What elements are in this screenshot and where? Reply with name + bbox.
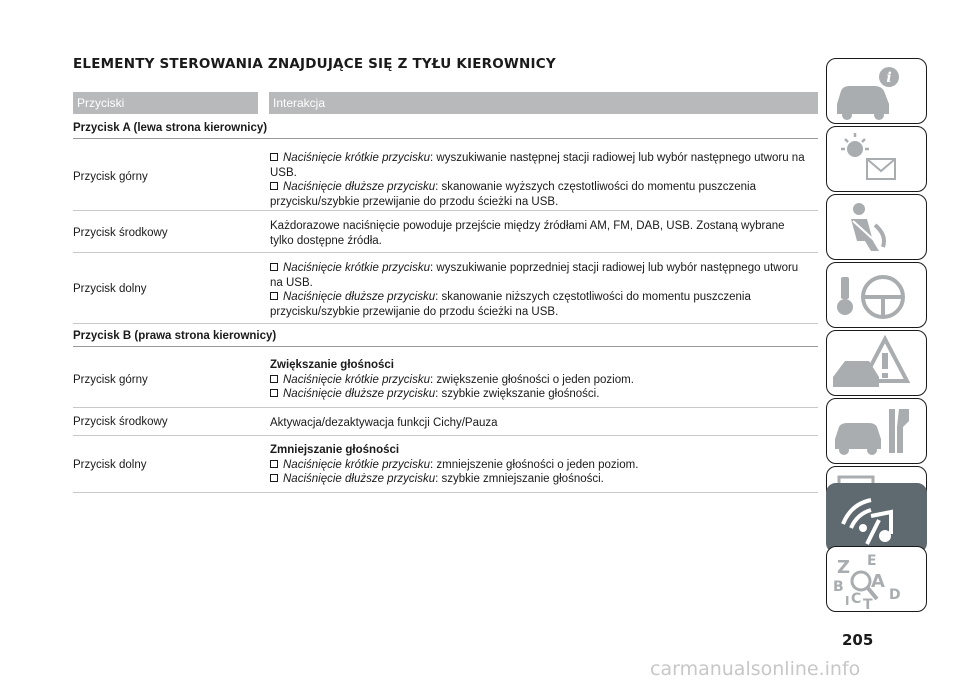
sidebar-item-maintenance[interactable] bbox=[826, 398, 927, 464]
car-maintenance-icon bbox=[827, 399, 928, 465]
table-row bbox=[73, 143, 818, 211]
key-steering-icon bbox=[827, 263, 928, 329]
checkbox-bullet-icon bbox=[270, 292, 278, 300]
checkbox-bullet-icon bbox=[270, 460, 278, 468]
row-label: Przycisk środkowy bbox=[73, 416, 168, 428]
row-content: Naciśnięcie krótkie przycisku: wyszukiwanie poprzedniej stacji radiowej lub wybór następnego utworu na USB. Naciśnięcie dłuższe przycisku: skanowanie niższych częstotliwości do momentu puszczenia przycisku/szybkie przewijanie do przodu ścieżki na USB. bbox=[270, 262, 799, 318]
svg-text:I: I bbox=[845, 594, 850, 608]
warning-lights-icon bbox=[827, 127, 928, 193]
sidebar-item-warning-lights[interactable] bbox=[826, 126, 927, 192]
header-col-buttons: Przyciski bbox=[77, 96, 125, 110]
checkbox-bullet-icon bbox=[270, 375, 278, 383]
checkbox-bullet-icon bbox=[270, 153, 278, 161]
table-row bbox=[73, 351, 818, 408]
sidebar-item-emergency[interactable] bbox=[826, 330, 927, 396]
row-label: Przycisk środkowy bbox=[73, 227, 168, 239]
page-number: 205 bbox=[842, 631, 874, 649]
row-label: Przycisk górny bbox=[73, 374, 148, 386]
page-title: ELEMENTY STEROWANIA ZNAJDUJĄCE SIĘ Z TYŁU KIEROWNICY bbox=[73, 56, 556, 72]
row-heading: Zwiększanie głośności bbox=[270, 359, 394, 371]
checkbox-bullet-icon bbox=[270, 182, 278, 190]
row-label: Przycisk dolny bbox=[73, 283, 147, 295]
sidebar-item-multimedia[interactable] bbox=[826, 483, 927, 553]
svg-text:D: D bbox=[889, 587, 901, 603]
multimedia-icon bbox=[827, 484, 928, 554]
svg-text:C: C bbox=[851, 591, 862, 607]
table-row bbox=[73, 211, 818, 253]
row-heading: Zmniejszanie głośności bbox=[270, 444, 400, 456]
section-title-b: Przycisk B (prawa strona kierownicy) bbox=[73, 330, 818, 347]
watermark: carmanualsonline.info bbox=[650, 658, 861, 680]
sidebar-item-starting-driving[interactable] bbox=[826, 262, 927, 328]
table-row bbox=[73, 253, 818, 324]
section-title-a: Przycisk A (lewa strona kierownicy) bbox=[73, 122, 818, 139]
index-letters-icon bbox=[827, 547, 928, 613]
svg-text:A: A bbox=[871, 571, 885, 592]
emergency-triangle-icon bbox=[827, 331, 928, 397]
svg-text:Z: Z bbox=[837, 557, 851, 578]
row-content: Zwiększanie głośności Naciśnięcie krótkie przycisku: zwiększenie głośności o jeden poziom. Naciśnięcie dłuższe przycisku: szybkie zwiększanie głośności. bbox=[270, 358, 818, 402]
table-row bbox=[73, 408, 818, 436]
sidebar-item-index[interactable] bbox=[826, 546, 927, 612]
car-info-icon bbox=[827, 59, 928, 125]
svg-text:i: i bbox=[886, 70, 892, 86]
row-label: Przycisk górny bbox=[73, 171, 148, 183]
table-row bbox=[73, 436, 818, 493]
table-header bbox=[73, 92, 818, 114]
safety-airbag-icon bbox=[827, 195, 928, 261]
svg-text:B: B bbox=[833, 579, 844, 595]
checkbox-bullet-icon bbox=[270, 474, 278, 482]
sidebar-item-car-info[interactable] bbox=[826, 58, 927, 124]
row-content: Aktywacja/dezaktywacja funkcji Cichy/Pauza bbox=[270, 417, 498, 429]
row-content: Naciśnięcie krótkie przycisku: wyszukiwanie następnej stacji radiowej lub wybór następnego utworu na USB. Naciśnięcie dłuższe przycisku: skanowanie wyższych częstotliwości do momentu puszczenia przycisku/szybkie przewijanie do przodu ścieżki na USB. bbox=[270, 152, 805, 208]
svg-text:T: T bbox=[863, 597, 873, 613]
sidebar-item-safety[interactable] bbox=[826, 194, 927, 260]
header-col-interaction: Interakcja bbox=[273, 96, 326, 110]
row-content: Każdorazowe naciśnięcie powoduje przejście między źródłami AM, FM, DAB, USB. Zostaną wybrane tylko dostępne źródła. bbox=[270, 220, 785, 247]
svg-text:E: E bbox=[867, 553, 877, 569]
checkbox-bullet-icon bbox=[270, 263, 278, 271]
row-content: Zmniejszanie głośności Naciśnięcie krótkie przycisku: zmniejszenie głośności o jeden poziom. Naciśnięcie dłuższe przycisku: szybkie zmniejszanie głośności. bbox=[270, 443, 818, 487]
checkbox-bullet-icon bbox=[270, 389, 278, 397]
row-label: Przycisk dolny bbox=[73, 459, 147, 471]
